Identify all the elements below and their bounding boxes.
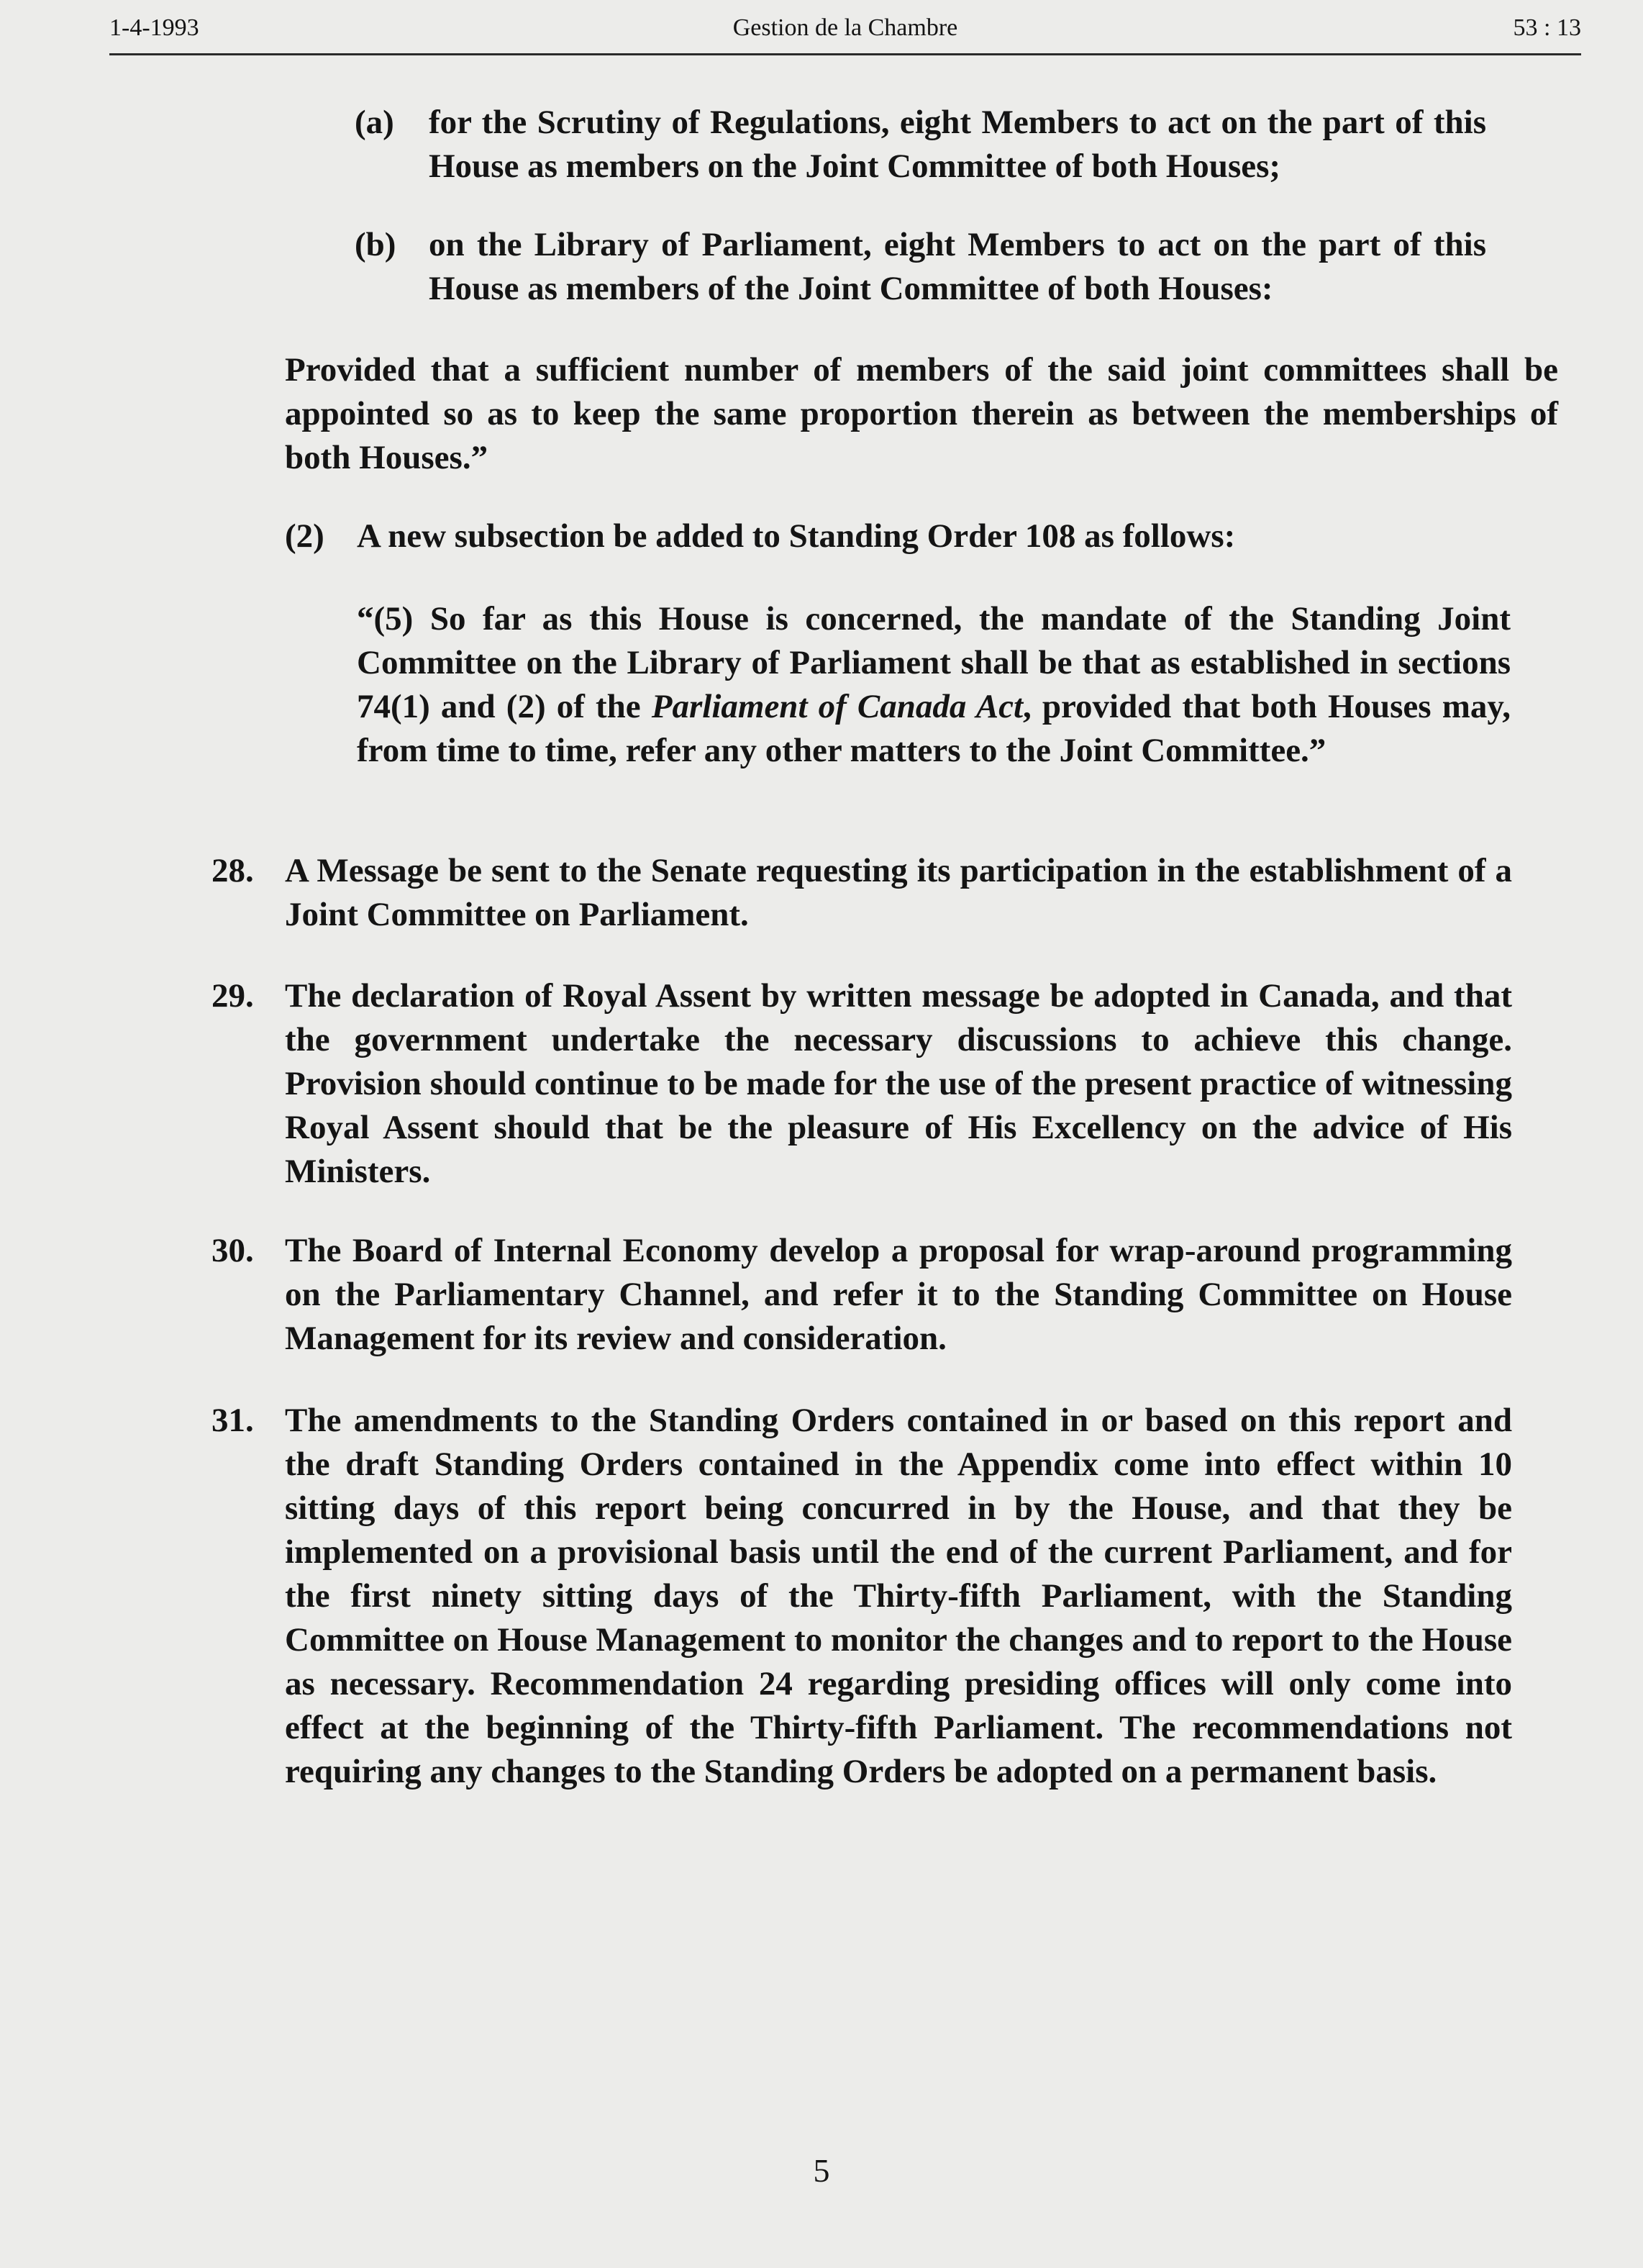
recommendation-29-number: 29.	[211, 977, 254, 1015]
subsection-2-label: (2)	[285, 517, 324, 555]
header-date: 1-4-1993	[109, 14, 199, 41]
recommendation-28-number: 28.	[211, 852, 254, 889]
subsection-5-text-after: , provided that both Houses may, from time to time, refer any other matters to the Joint Committee.”	[357, 688, 1511, 769]
recommendation-31-number: 31.	[211, 1402, 254, 1439]
recommendation-31-text: The amendments to the Standing Orders contained in or based on this report and the draft Standing Orders contained in the Appendix come into effect within 10 sitting days of this report being concurred in by the House, and that they be implemented on a provisional basis until the end of the current Parliament, and for the first ninety sitting days of the Thirty-fifth Parliament, with the Standing Committee on House Management to monitor the changes and to report to the House as necessary. Recommendation 24 regarding presiding offices will only come into effect at the beginning of the Thirty-fifth Parliament. The recommendations not requiring any changes to the Standing Orders be adopted on a permanent basis.	[285, 1402, 1512, 1790]
running-header	[109, 10, 1581, 55]
header-title: Gestion de la Chambre	[732, 14, 958, 41]
proviso-paragraph: Provided that a sufficient number of members of the said joint committees shall be appointed so as to keep the same proportion therein as between the memberships of both Houses.”	[285, 351, 1558, 476]
subsection-2-text: A new subsection be added to Standing Order 108 as follows:	[357, 517, 1236, 555]
item-a-text: for the Scrutiny of Regulations, eight Members to act on the part of this House as members on the Joint Committee of both Houses;	[429, 104, 1486, 185]
item-a-label: (a)	[355, 104, 394, 141]
recommendation-30-number: 30.	[211, 1232, 254, 1269]
header-page-ref: 53 : 13	[1513, 14, 1581, 41]
item-b-label: (b)	[355, 226, 396, 263]
subsection-5-text	[357, 597, 1511, 773]
item-b-text: on the Library of Parliament, eight Members to act on the part of this House as members of the Joint Committee of both Houses:	[429, 226, 1486, 307]
subsection-5-text-before: “(5) So far as this House is concerned, the mandate of the Standing Joint Committee on the Library of Parliament shall be that as established in sections 74(1) and (2) of the	[357, 600, 1511, 725]
page-number: 5	[813, 2152, 830, 2189]
act-title: Parliament of Canada Act	[651, 688, 1024, 725]
recommendation-30-text: The Board of Internal Economy develop a proposal for wrap-around programming on the Parliamentary Channel, and refer it to the Standing Committee on House Management for its review and consideration.	[285, 1232, 1512, 1357]
recommendation-29-text: The declaration of Royal Assent by written message be adopted in Canada, and that the government undertake the necessary discussions to achieve this change. Provision should continue to be made for the use of the present practice of witnessing Royal Assent should that be the pleasure of His Excellency on the advice of His Ministers.	[285, 977, 1512, 1190]
recommendation-28-text: A Message be sent to the Senate requesting its participation in the establishment of a Joint Committee on Parliament.	[285, 852, 1512, 933]
